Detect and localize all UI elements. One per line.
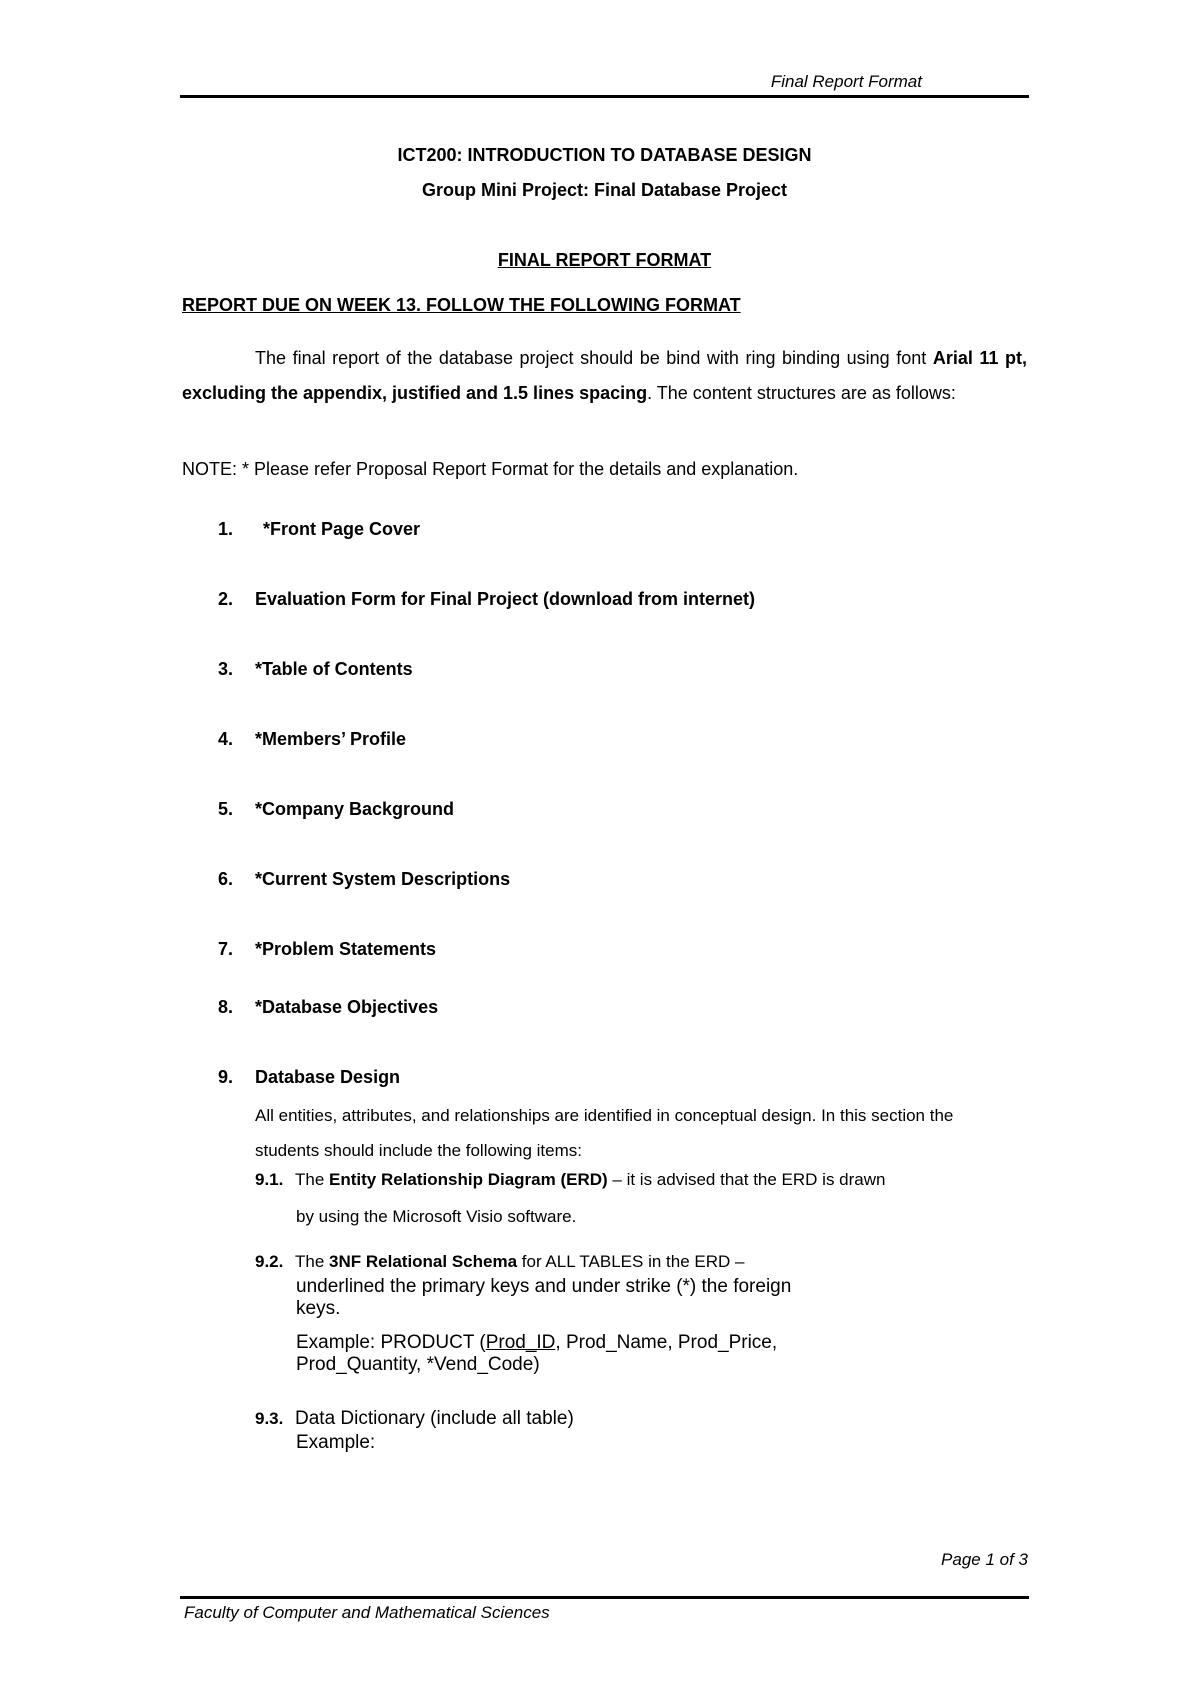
subitem-erd <box>255 1170 885 1190</box>
running-header: Final Report Format <box>770 72 922 91</box>
subitem-bold: Entity Relationship Diagram (ERD) <box>329 1170 608 1189</box>
subitem-number: 9.3. <box>255 1409 284 1428</box>
schema-example <box>296 1332 777 1376</box>
subitem-pre: The <box>295 1170 330 1189</box>
item-number: 6. <box>218 869 234 889</box>
project-title: Group Mini Project: Final Database Project <box>421 180 788 200</box>
design-intro: All entities, attributes, and relationships are identified in conceptual design. In this section the students should include the following items: <box>255 1106 954 1160</box>
item-label: *Problem Statements <box>255 939 437 959</box>
list-item <box>218 519 420 540</box>
faculty-footer: Faculty of Computer and Mathematical Sciences <box>184 1603 550 1622</box>
header-rule <box>180 95 1029 98</box>
note-text: NOTE: * Please refer Proposal Report Format for the details and explanation. <box>182 459 799 479</box>
intro-bold: Arial 11 pt, excluding the appendix, justified and 1.5 lines spacing <box>182 348 1027 403</box>
list-item <box>218 799 454 820</box>
subitem-number: 9.2. <box>255 1252 284 1271</box>
list-item <box>218 589 755 610</box>
intro-paragraph <box>182 341 1027 411</box>
subitem-post: – it is advised that the ERD is drawn <box>607 1170 886 1189</box>
item-label: *Members’ Profile <box>255 729 407 749</box>
footer-rule <box>180 1596 1029 1599</box>
item-number: 7. <box>218 939 234 959</box>
schema-line3: keys. <box>296 1298 341 1319</box>
subitem-bold: 3NF Relational Schema <box>329 1252 518 1271</box>
intro-text-a: The final report of the database project should be bind with ring binding using font <box>255 348 933 368</box>
item-number: 2. <box>218 589 234 609</box>
item-label: *Current System Descriptions <box>255 869 511 889</box>
list-item <box>218 997 438 1018</box>
list-item <box>218 939 436 960</box>
item-number: 3. <box>218 659 234 679</box>
list-item <box>218 729 406 750</box>
subitem-schema-body <box>296 1276 791 1320</box>
item-number: 8. <box>218 997 234 1017</box>
subitem-number: 9.1. <box>255 1170 284 1189</box>
intro-text-b: . The content structures are as follows: <box>647 383 956 403</box>
item-label: Evaluation Form for Final Project (download from internet) <box>255 589 756 609</box>
due-heading: REPORT DUE ON WEEK 13. FOLLOW THE FOLLOWING FORMAT <box>182 295 741 315</box>
list-item <box>218 869 510 890</box>
list-item <box>218 1067 400 1088</box>
example-primary-key: Prod_ID <box>485 1332 556 1353</box>
subitem-dictionary <box>255 1408 574 1430</box>
item-number: 9. <box>218 1067 234 1087</box>
example-pre: Example: PRODUCT ( <box>296 1332 486 1353</box>
subitem-post: for ALL TABLES in the ERD – <box>517 1252 745 1271</box>
item-label: *Company Background <box>255 799 455 819</box>
example-line2: Prod_Quantity, *Vend_Code) <box>296 1354 540 1375</box>
subitem-erd-line2: by using the Microsoft Visio software. <box>296 1207 577 1226</box>
page-number: Page 1 of 3 <box>941 1550 1028 1569</box>
item-label: Database Design <box>255 1067 401 1087</box>
item-number: 1. <box>218 519 234 539</box>
item-label: *Table of Contents <box>255 659 413 679</box>
section-title: FINAL REPORT FORMAT <box>497 250 712 270</box>
course-title: ICT200: INTRODUCTION TO DATABASE DESIGN <box>397 145 812 165</box>
subitem-schema <box>255 1252 744 1272</box>
list-item <box>218 659 413 680</box>
item-label: *Front Page Cover <box>263 519 421 539</box>
item-number: 5. <box>218 799 234 819</box>
item-number: 4. <box>218 729 234 749</box>
item-label: *Database Objectives <box>255 997 439 1017</box>
subitem-text: Data Dictionary (include all table) <box>295 1408 574 1429</box>
example-post: , Prod_Name, Prod_Price, <box>555 1332 778 1353</box>
example-line1 <box>296 1332 777 1354</box>
schema-line2: underlined the primary keys and under strike (*) the foreign <box>296 1276 792 1297</box>
subitem-pre: The <box>295 1252 330 1271</box>
subitem-dictionary-line2: Example: <box>296 1432 376 1453</box>
